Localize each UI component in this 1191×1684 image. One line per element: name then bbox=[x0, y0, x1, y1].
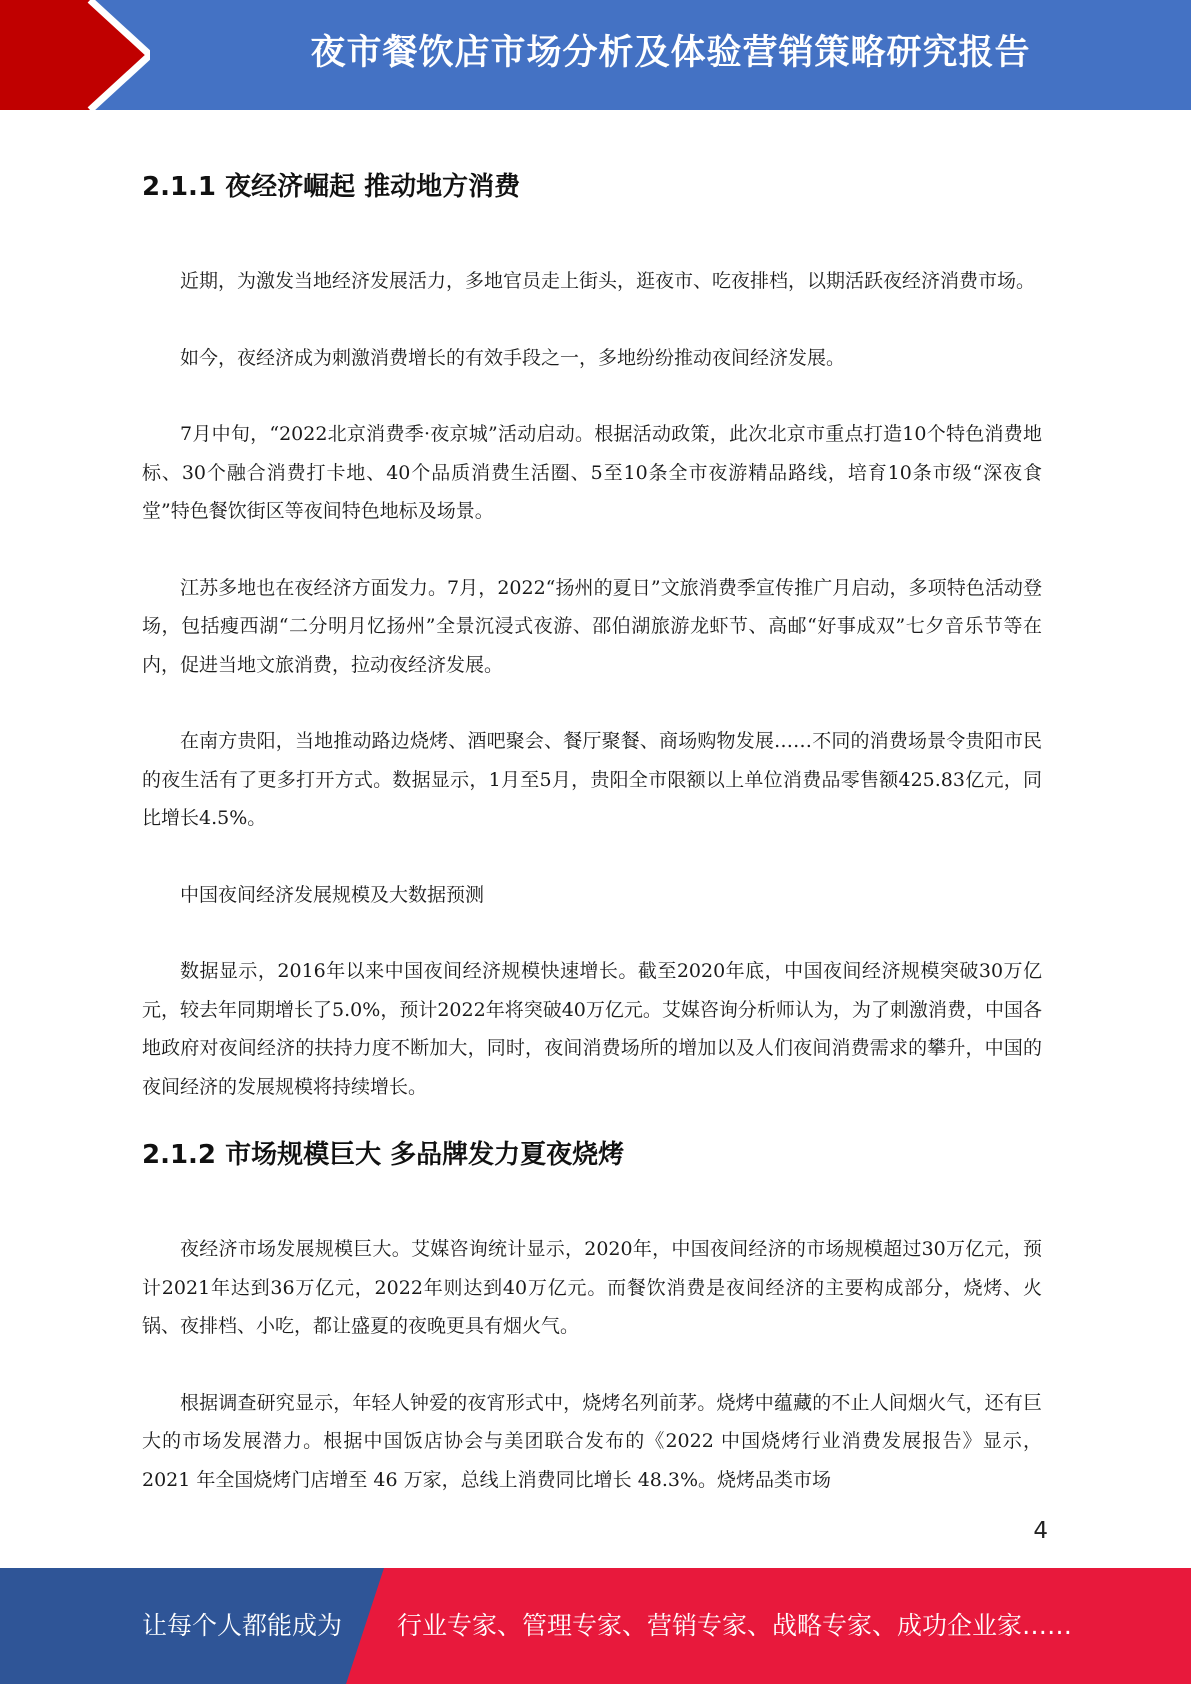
section-heading: 2.1.2 市场规模巨大 多品牌发力夏夜烧烤 bbox=[142, 1140, 625, 1170]
footer-slogan-left: 让每个人都能成为 bbox=[142, 1611, 343, 1640]
page-number: 4 bbox=[1033, 1518, 1048, 1544]
page-header bbox=[0, 0, 1191, 110]
paragraph: 近期，为激发当地经济发展活力，多地官员走上街头，逛夜市、吃夜排档，以期活跃夜经济消费市场。 bbox=[180, 270, 1036, 292]
paragraph: 数据显示，2016年以来中国夜间经济规模快速增长。截至2020年底，中国夜间经济规模突破30万亿元，较去年同期增长了5.0%，预计2022年将突破40万亿元。艾媒咨询分析师认为，为了刺激消费，中国各地政府对夜间经济的扶持力度不断加大，同时，夜间消费场所的增加以及人们夜间消费需求的攀升，中国的夜间经济的发展规模将持续增长。 bbox=[142, 960, 1042, 1098]
section-heading: 2.1.1 夜经济崛起 推动地方消费 bbox=[142, 172, 521, 202]
paragraph: 7月中旬，“2022北京消费季·夜京城”活动启动。根据活动政策，此次北京市重点打造10个特色消费地标、30个融合消费打卡地、40个品质消费生活圈、5至10条全市夜游精品路线，培育10条市级“深夜食堂”特色餐饮街区等夜间特色地标及场景。 bbox=[142, 423, 1042, 522]
chart-caption-paragraph: 中国夜间经济发展规模及大数据预测 bbox=[180, 883, 485, 906]
paragraph: 如今，夜经济成为刺激消费增长的有效手段之一，多地纷纷推动夜间经济发展。 bbox=[180, 346, 846, 369]
page-footer bbox=[0, 1568, 1191, 1684]
paragraph: 在南方贵阳，当地推动路边烧烤、酒吧聚会、餐厅聚餐、商场购物发展……不同的消费场景令贵阳市民的夜生活有了更多打开方式。数据显示，1月至5月，贵阳全市限额以上单位消费品零售额425.83亿元，同比增长4.5%。 bbox=[142, 730, 1042, 829]
paragraph: 夜经济市场发展规模巨大。艾媒咨询统计显示，2020年，中国夜间经济的市场规模超过30万亿元，预计2021年达到36万亿元，2022年则达到40万亿元。而餐饮消费是夜间经济的主要构成部分，烧烤、火锅、夜排档、小吃，都让盛夏的夜晚更具有烟火气。 bbox=[142, 1238, 1042, 1337]
report-title: 夜市餐饮店市场分析及体验营销策略研究报告 bbox=[310, 33, 1031, 73]
footer-slogan-right: 行业专家、管理专家、营销专家、战略专家、成功企业家…… bbox=[397, 1611, 1073, 1640]
header-red-arrow bbox=[0, 0, 150, 110]
paragraph: 江苏多地也在夜经济方面发力。7月，2022“扬州的夏日”文旅消费季宣传推广月启动，多项特色活动登场，包括瘦西湖“二分明月忆扬州”全景沉浸式夜游、邵伯湖旅游龙虾节、高邮“好事成双”七夕音乐节等在内，促进当地文旅消费，拉动夜经济发展。 bbox=[142, 576, 1042, 676]
main-content bbox=[142, 150, 1042, 1499]
paragraph: 根据调查研究显示，年轻人钟爱的夜宵形式中，烧烤名列前茅。烧烤中蕴藏的不止人间烟火气，还有巨大的市场发展潜力。根据中国饭店协会与美团联合发布的《2022 中国烧烤行业消费发展报告》显示，2021 年全国烧烤门店增至 46 万家，总线上消费同比增长 48.3%。烧烤品类市场 bbox=[142, 1391, 1042, 1491]
